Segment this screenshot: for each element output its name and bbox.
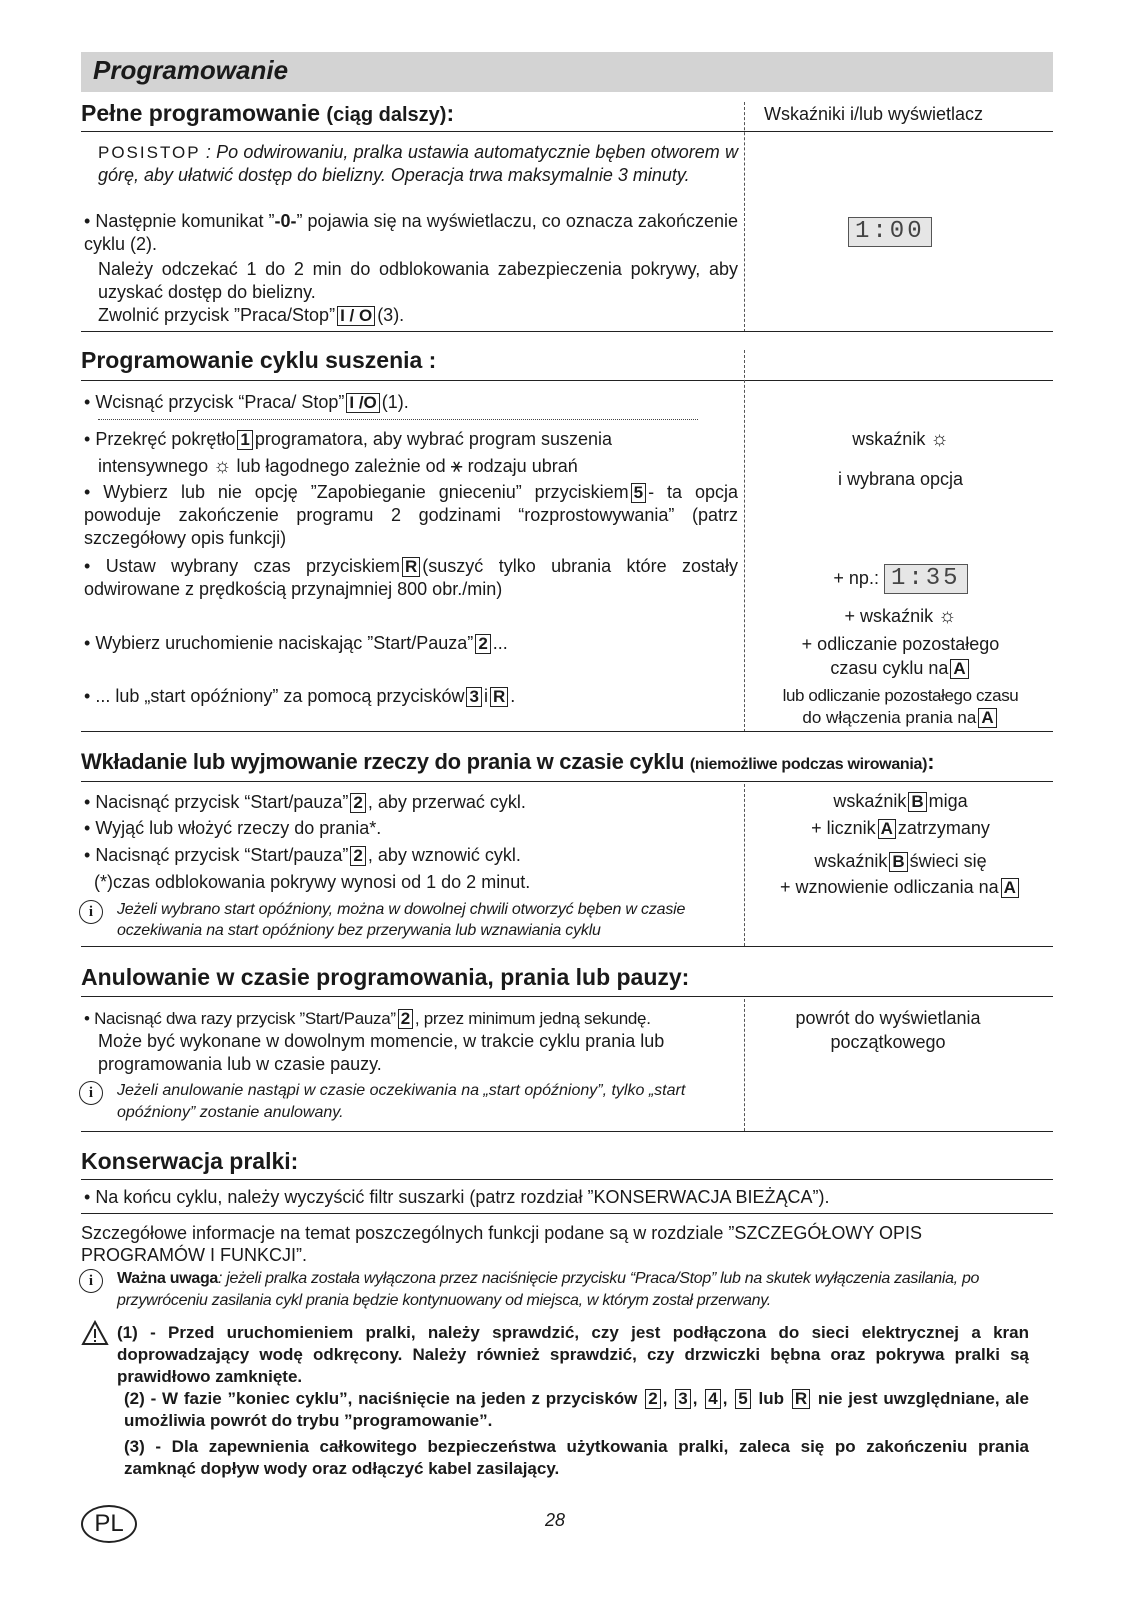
key-5: 5 [631, 483, 646, 503]
s2-right-indicator-2 [748, 605, 1053, 628]
indicator-b: B [908, 792, 926, 812]
title-suffix: (niemożliwe podczas wirowania) [689, 756, 928, 773]
s4-right-return: powrót do wyświetlania [795, 1008, 981, 1028]
s2-bullet-knob: • Przekręć pokrętło 1 programatora, aby wybrać program suszenia [84, 429, 613, 449]
posistop-text: : Po odwirowaniu, pralka ustawia automatycznie bęben otworem w górę, aby ułatwić dostęp do bielizny. Operacja trwa maksymalnie 3 minuty. [98, 142, 738, 185]
s3-right-lit [748, 850, 1053, 873]
text: + licznik [811, 818, 876, 838]
s3-right-blink [748, 790, 1053, 813]
text: Następnie komunikat ” [95, 211, 275, 231]
text: ... [492, 633, 508, 653]
info-icon: i [79, 1081, 103, 1105]
note-1 [117, 1322, 1029, 1388]
intensive-dry-icon: ☼ [938, 605, 957, 627]
important-label: Ważna uwaga [117, 1270, 219, 1287]
divider [81, 331, 1053, 332]
text: intensywnego [98, 456, 209, 476]
text: : jeżeli pralka została wyłączona przez naciśnięcie przycisku “Praca/Stop” lub na skutek wyłączenia zasilania, po przywróceniu zasilania cykl prania będzie kontynuowany od miejsca, w którym został przerwany. [117, 1270, 980, 1309]
section-title-maintenance: Konserwacja pralki: [81, 1148, 299, 1174]
info-icon: i [79, 1269, 103, 1293]
s2-bullet-time: • Ustaw wybrany czas przyciskiem R (suszyć tylko ubrania które zostały odwirowane z prędkością przynajmniej 800 obr./min) [84, 556, 739, 599]
key-2: 2 [350, 846, 365, 866]
gentle-dry-icon: ⚹ [450, 455, 463, 477]
text: Na końcu cyklu, należy wyczyścić filtr suszarki (patrz rozdział ”KONSERWACJA BIEŻĄCA”). [95, 1187, 830, 1207]
posistop-logo: POSISTOP [98, 143, 201, 162]
warning-icon [81, 1320, 109, 1351]
text: , przez minimum jedną sekundę. [414, 1009, 651, 1028]
key-r: R [402, 557, 420, 577]
detail-info-text: Szczegółowe informacje na temat poszczególnych funkcji podane są w rozdziale ”SZCZEGÓŁOWY OPIS PROGRAMÓW I FUNKCJI”. [81, 1223, 923, 1265]
title-colon: : [446, 100, 455, 126]
key-r: R [792, 1389, 810, 1409]
page-number: 28 [545, 1510, 566, 1530]
text: i [483, 686, 488, 706]
section-header-bar [81, 52, 1053, 92]
important-text [117, 1268, 1054, 1312]
text: nie jest uwzględniane, ale umożliwia powrót do trybu ”programowanie”. [124, 1389, 1029, 1430]
s3-right-counter-stopped [748, 817, 1053, 840]
info-icon: i [79, 900, 103, 924]
divider [81, 1131, 1053, 1132]
key-5: 5 [735, 1389, 750, 1409]
s2-right-countdown: + odliczanie pozostałego [801, 634, 1000, 654]
text: Wybierz uruchomienie naciskając ”Start/Pauza” [95, 633, 474, 653]
text: Nacisnąć przycisk “Start/pauza” [95, 792, 349, 812]
text: rodzaju ubrań [467, 456, 578, 476]
indicator-a: A [978, 708, 996, 728]
intensive-dry-icon: ☼ [930, 428, 949, 450]
indicator-a: A [1001, 878, 1019, 898]
text: programatora, aby wybrać program suszenia [254, 429, 613, 449]
text: Przekręć pokrętło [95, 429, 236, 449]
key-2: 2 [475, 634, 490, 654]
text: + np.: [833, 568, 879, 588]
key-3: 3 [466, 687, 481, 707]
key-1: 1 [237, 430, 252, 450]
text: czasu cyklu na [830, 658, 949, 678]
column-divider [744, 102, 745, 332]
text: do włączenia prania na [802, 708, 977, 727]
text: , aby przerwać cykl. [367, 792, 526, 812]
text: (3). [377, 305, 405, 325]
s2-knob-line2 [98, 455, 738, 478]
column-divider [744, 999, 745, 1131]
key-power: I / O [337, 306, 375, 326]
section-title-cancel: Anulowanie w czasie programowania, prania lub pauzy: [81, 964, 690, 990]
intensive-dry-icon: ☼ [213, 455, 232, 477]
s3-bullet-pause: • Nacisnąć przycisk “Start/pauza” 2 , aby przerwać cykl. [84, 792, 526, 812]
divider [81, 1213, 1053, 1214]
text: lub łagodnego zależnie od [236, 456, 446, 476]
text: (2) - W fazie ”koniec cyklu”, naciśnięcie na jeden z przycisków [124, 1389, 638, 1408]
text: Nacisnąć dwa razy przycisk ”Start/Pauza” [94, 1009, 396, 1028]
s1-bullet-end-message: • Następnie komunikat ”-0-” pojawia się na wyświetlaczu, co oznacza zakończenie cyklu (2). [84, 211, 738, 254]
display-digits: 1:35 [884, 564, 968, 594]
divider [81, 131, 1053, 132]
title-suffix: (ciąg dalszy) [326, 104, 447, 126]
title-text: Wkładanie lub wyjmowanie rzeczy do prania w czasie cyklu [81, 749, 685, 774]
text: + wznowienie odliczania na [780, 877, 999, 897]
indicator-b: B [889, 852, 907, 872]
indicator-a: A [878, 819, 896, 839]
text: Wybierz lub nie opcję ”Zapobieganie gnieceniu” przyciskiem [103, 482, 629, 502]
info-text: Jeżeli wybrano start opóźniony, można w dowolnej chwili otworzyć bęben w czasie oczekiwania na start opóźniony bez przerywania lub wznawiania cyklu [117, 901, 686, 939]
s3-bullet-remove: • Wyjąć lub włożyć rzeczy do prania*. [84, 818, 382, 838]
page-title: Programowanie [93, 55, 289, 85]
s1-paragraph-posistop [98, 141, 738, 187]
s3-footnote: (*)czas odblokowania pokrywy wynosi od 1 do 2 minut. [94, 872, 531, 892]
language-badge: PL [81, 1505, 137, 1543]
text: świeci się [909, 851, 987, 871]
text: ... lub „start opóźniony” za pomocą przycisków [95, 686, 465, 706]
s4-anytime-text: Może być wykonane w dowolnym momencie, w trakcie cyklu prania lub programowania lub w czasie pauzy. [98, 1031, 665, 1074]
s3-right-resume-countdown [748, 876, 1053, 899]
section-title-drying: Programowanie cyklu suszenia : [81, 347, 437, 373]
s5-bullet-filter: • Na końcu cyklu, należy wyczyścić filtr suszarki (patrz rozdział ”KONSERWACJA BIEŻĄCA”). [84, 1187, 830, 1207]
text: + wskaźnik [844, 606, 934, 626]
text: Wcisnąć przycisk “Praca/ Stop” [95, 392, 345, 412]
s3-info-note [79, 899, 739, 941]
s2-right-option: i wybrana opcja [837, 469, 964, 489]
s2-bullet-delay: • ... lub „start opóźniony” za pomocą przycisków 3 i R . [84, 686, 516, 706]
title-colon: : [927, 749, 935, 774]
important-note [79, 1268, 1054, 1312]
key-2: 2 [350, 793, 365, 813]
s2-right-cycle-time [748, 657, 1053, 680]
s2-right-example [748, 564, 1053, 594]
section-title-load-unload [81, 749, 1061, 775]
s4-info-note [79, 1080, 739, 1124]
title-text: Pełne programowanie [81, 100, 321, 126]
s2-bullet-anticrease: • Wybierz lub nie opcję ”Zapobieganie gnieceniu” przyciskiem 5 - ta opcja powoduje zakończenie programu 2 godzinami “rozprostowywania” (patrz szczegółowy opis funkcji) [84, 482, 738, 548]
divider [81, 731, 1053, 732]
text: Zwolnić przycisk ”Praca/Stop” [98, 305, 336, 325]
key-2: 2 [645, 1389, 660, 1409]
text: wskaźnik [852, 429, 926, 449]
note-3 [124, 1436, 1029, 1480]
s4-bullet-press-twice: • Nacisnąć dwa razy przycisk ”Start/Pauza” 2 , przez minimum jedną sekundę. [84, 1009, 651, 1028]
end-code: -0- [274, 211, 297, 231]
divider [81, 1179, 1053, 1180]
text: Wyjąć lub włożyć rzeczy do prania*. [95, 818, 382, 838]
column-divider [744, 350, 745, 732]
divider [81, 996, 1053, 997]
text: . [510, 686, 516, 706]
s4-right-initial: początkowego [830, 1032, 946, 1052]
s2-right-delay-start [748, 706, 1053, 729]
column-divider [744, 784, 745, 946]
text: wskaźnik [833, 791, 907, 811]
info-text: Jeżeli anulowanie nastąpi w czasie oczekiwania na „start opóźniony”, tylko „start opóźniony” zostanie anulowany. [117, 1082, 686, 1121]
text: , aby wznowić cykl. [367, 845, 521, 865]
divider [81, 781, 1053, 782]
text: ” pojawia się na wyświetlaczu, co oznacza zakończenie cyklu (2). [84, 211, 738, 254]
key-r: R [490, 687, 508, 707]
dotted-separator [98, 419, 698, 420]
divider [81, 380, 1053, 381]
s2-bullet-start: • Wybierz uruchomienie naciskając ”Start/Pauza” 2 ... [84, 633, 508, 653]
text: lub [758, 1389, 784, 1408]
indicator-a: A [950, 659, 968, 679]
text: (1) - Przed uruchomieniem pralki, należy sprawdzić, czy jest podłączona do sieci elektrycznej a kran doprowadzający wodę odkręcony. Należy również sprawdzić, czy drzwiczki bębna oraz pokrywa pralki są prawidłowo zamknięte. [117, 1323, 1029, 1386]
key-3: 3 [675, 1389, 690, 1409]
text: (3) - Dla zapewnienia całkowitego bezpieczeństwa użytkowania pralki, zaleca się po zakończeniu prania zamknąć dopływ wody oraz odłączyć kabel zasilający. [124, 1437, 1029, 1478]
text: - ta opcja powoduje zakończenie programu 2 godzinami “rozprostowywania” (patrz szczegółowy opis funkcji) [84, 482, 738, 548]
s3-bullet-resume: • Nacisnąć przycisk “Start/pauza” 2 , aby wznowić cykl. [84, 845, 521, 865]
text: (1). [381, 392, 409, 412]
text: (suszyć tylko ubrania które zostały odwirowane z prędkością przynajmniej 800 obr./min) [84, 556, 739, 599]
s1-release-button-text [98, 304, 738, 327]
indicators-column-header: Wskaźniki i/lub wyświetlacz [764, 104, 984, 124]
divider [81, 946, 1053, 947]
key-power: I /O [346, 393, 379, 413]
display-readout [848, 217, 932, 247]
text: zatrzymany [897, 818, 990, 838]
s2-right-delay-countdown: lub odliczanie pozostałego czasu [782, 686, 1019, 705]
s1-wait-text: Należy odczekać 1 do 2 min do odblokowania zabezpieczenia pokrywy, aby uzyskać dostęp do bielizny. [98, 259, 738, 302]
s2-bullet-power: • Wcisnąć przycisk “Praca/ Stop” I /O (1). [84, 392, 409, 412]
s2-right-indicator [748, 428, 1053, 451]
key-2: 2 [398, 1009, 413, 1029]
text: wskaźnik [814, 851, 888, 871]
text: Nacisnąć przycisk “Start/pauza” [95, 845, 349, 865]
text: Ustaw wybrany czas przyciskiem [105, 556, 400, 576]
note-2: (2) - W fazie ”koniec cyklu”, naciśnięcie na jeden z przycisków 2 , 3 , 4 , 5 lub R nie jest uwzględniane, ale umożliwia powrót do trybu ”programowanie”. [124, 1389, 1029, 1430]
display-digits: 1:00 [848, 217, 932, 247]
section-title-full-programming [81, 100, 454, 127]
text: miga [928, 791, 968, 811]
key-4: 4 [705, 1389, 720, 1409]
